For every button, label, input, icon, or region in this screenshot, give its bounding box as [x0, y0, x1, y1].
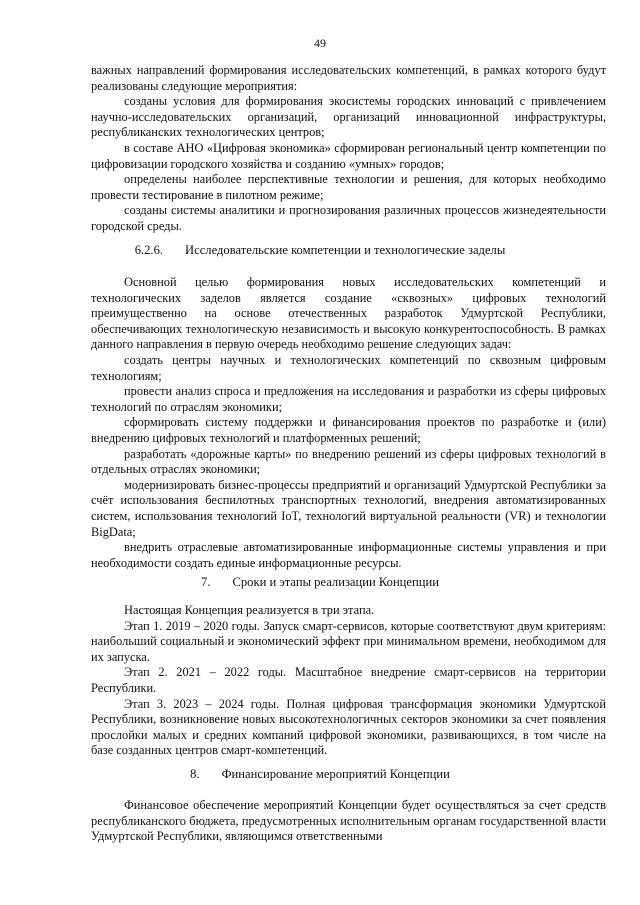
list-item: разработать «дорожные карты» по внедрению решений из сферы цифровых технологий в отдельных отраслях экономики;	[91, 446, 606, 477]
section-626-body	[91, 275, 606, 571]
section-title: Сроки и этапы реализации Концепции	[232, 575, 439, 589]
page-number: 49	[314, 36, 326, 50]
section-7-body	[91, 603, 606, 759]
section-title: Финансирование мероприятий Концепции	[221, 767, 450, 781]
list-item: сформировать систему поддержки и финансирования проектов по разработке и (или) внедрению цифровых технологий и платформенных решений;	[91, 415, 606, 445]
paragraph: Настоящая Концепция реализуется в три этапа.	[124, 603, 375, 617]
section-number: 6.2.6.	[134, 243, 164, 257]
section-8-body	[91, 798, 606, 845]
paragraph: Этап 1. 2019 – 2020 годы. Запуск смарт-сервисов, которые соответствуют двум критериям: наибольший социальный и экономический эффект при минимальном времени, необходимом для их запуска.	[91, 618, 606, 664]
list-item: создать центры научных и технологических компетенций по сквозным цифровым технологиям;	[91, 352, 606, 383]
paragraph: Этап 3. 2023 – 2024 годы. Полная цифровая трансформация экономики Удмуртской Республики, возникновение новых высокотехнологичных секторов экономики за счет появления прослойки малых и средних компаний цифровой экономики, развивающихся, в том числе на базе созданных центров смарт-компетенций.	[91, 696, 606, 758]
list-item: модернизировать бизнес-процессы предприятий и организаций Удмуртской Республики за счёт использования беспилотных транспортных технологий, внедрения автоматизированных систем, использования технологий IoT, технологий виртуальной реальности (VR) и технологии BigData;	[91, 477, 606, 539]
paragraph: Этап 2. 2021 – 2022 годы. Масштабное внедрение смарт-сервисов на территории Республики.	[91, 665, 606, 695]
section-number: 8.	[190, 767, 200, 781]
list-item: определены наиболее перспективные технологии и решения, для которых необходимо провести тестирование в пилотном режиме;	[91, 172, 606, 202]
paragraph: важных направлений формирования исследовательских компетенций, в рамках которого будут реализованы следующие мероприятия:	[91, 63, 606, 93]
list-item: созданы системы аналитики и прогнозирования различных процессов жизнедеятельности городской среды.	[91, 203, 606, 233]
intro-block	[91, 63, 606, 235]
section-heading-8	[0, 767, 640, 783]
list-item: провести анализ спроса и предложения на исследования и разработки из сферы цифровых технологий по отраслям экономики;	[91, 384, 606, 414]
paragraph: Финансовое обеспечение мероприятий Концепции будет осуществляться за счет средств республиканского бюджета, предусмотренных исполнительным органам государственной власти Удмуртской Республики, являющимся ответственными	[91, 798, 606, 844]
paragraph: Основной целью формирования новых исследовательских компетенций и технологических заделов является создание «сквозных» цифровых технологий преимущественно на основе отечественных разработок Удмуртской Республики, обеспечивающих технологическую независимость и высокую конкурентоспособность. В рамках данного направления в первую очередь необходимо решение следующих задач:	[91, 275, 606, 352]
list-item: созданы условия для формирования экосистемы городских инноваций с привлечением научно-исследовательских организаций, организаций инновационной инфраструктуры, республиканских технологических центров;	[91, 94, 606, 140]
section-heading-626	[0, 243, 640, 259]
section-title: Исследовательские компетенции и технологические заделы	[185, 243, 506, 257]
list-item: внедрить отраслевые автоматизированные информационные системы управления и при необходимости создать единые информационные ресурсы.	[91, 540, 606, 570]
section-number: 7.	[201, 575, 211, 589]
section-heading-7	[0, 575, 640, 591]
list-item: в составе АНО «Цифровая экономика» сформирован региональный центр компетенции по цифровизации городского хозяйства и созданию «умных» городов;	[91, 140, 606, 171]
